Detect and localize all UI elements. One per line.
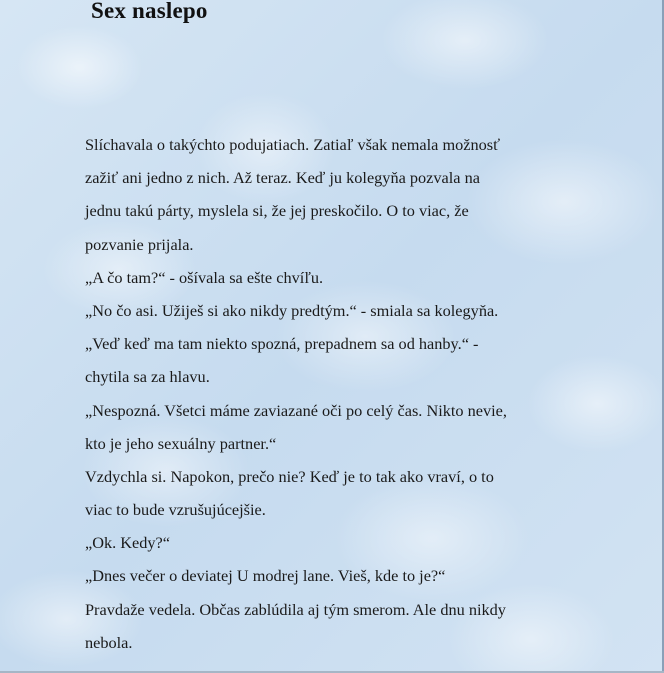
story-line: Vzdychla si. Napokon, prečo nie? Keď je to tak ako vraví, o to bbox=[85, 466, 494, 486]
story-line: chytila sa za hlavu. bbox=[85, 367, 210, 387]
story-line: jednu takú párty, myslela si, že jej preskočilo. O to viac, že bbox=[85, 201, 469, 221]
story-line: „Nespozná. Všetci máme zaviazané oči po celý čas. Nikto nevie, bbox=[85, 400, 507, 420]
story-line: „A čo tam?“ - ošívala sa ešte chvíľu. bbox=[85, 267, 324, 287]
story-line: kto je jeho sexuálny partner.“ bbox=[85, 433, 277, 453]
story-line: nebola. bbox=[85, 632, 133, 652]
story-line: „Ok. Kedy?“ bbox=[85, 533, 170, 553]
story-body bbox=[85, 128, 625, 659]
story-line: pozvanie prijala. bbox=[85, 234, 194, 254]
story-line: „Dnes večer o deviatej U modrej lane. Vieš, kde to je?“ bbox=[85, 566, 446, 586]
story-line: zažiť ani jedno z nich. Až teraz. Keď ju kolegyňa pozvala na bbox=[85, 168, 480, 188]
story-line: viac to bude vzrušujúcejšie. bbox=[85, 500, 266, 520]
story-line: Pravdaže vedela. Občas zablúdila aj tým smerom. Ale dnu nikdy bbox=[85, 599, 506, 619]
story-line: „Veď keď ma tam niekto spozná, prepadnem sa od hanby.“ - bbox=[85, 334, 479, 354]
story-line: Slíchavala o takýchto podujatiach. Zatiaľ však nemala možnosť bbox=[85, 135, 501, 154]
story-title: Sex naslepo bbox=[91, 0, 208, 23]
story-line: „No čo asi. Užiješ si ako nikdy predtým.“ - smiala sa kolegyňa. bbox=[85, 300, 499, 320]
